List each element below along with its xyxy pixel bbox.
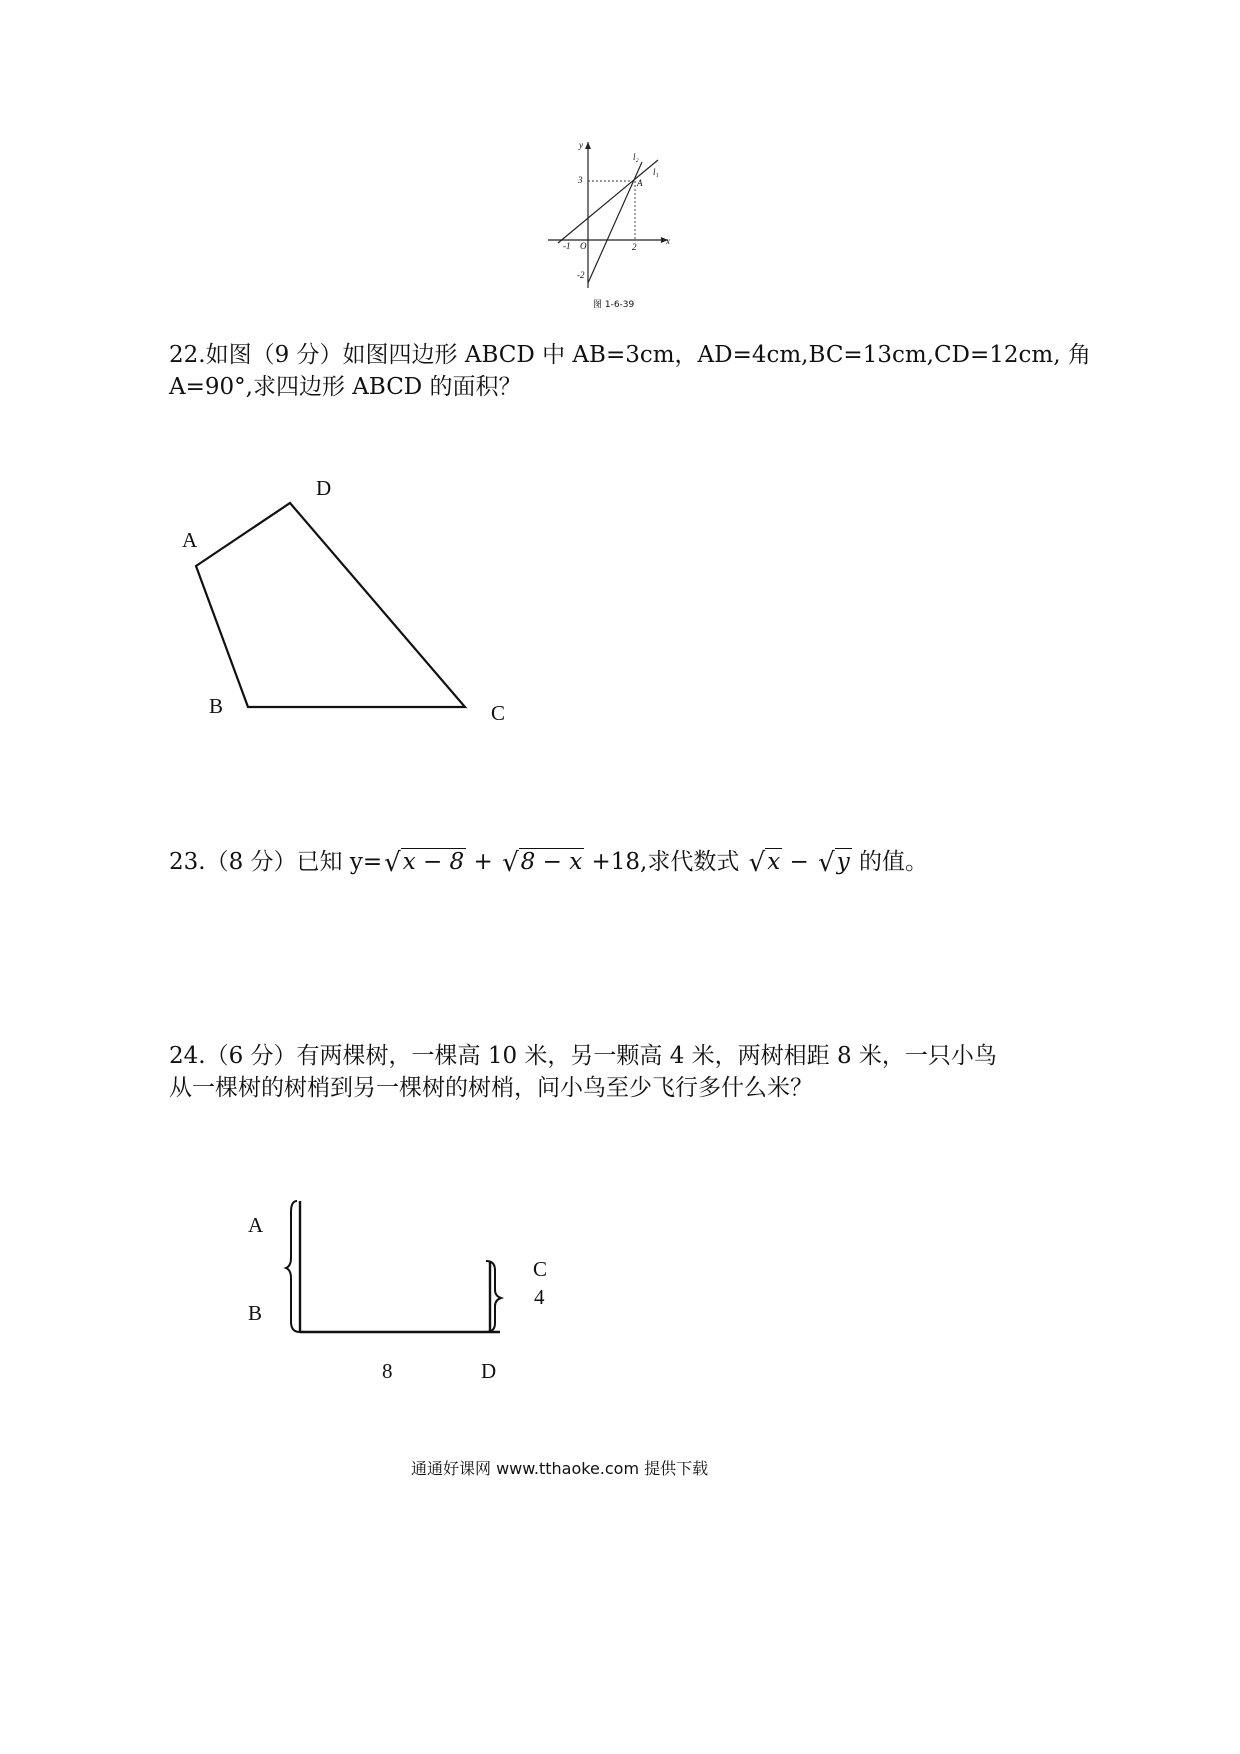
plus-sign: + bbox=[466, 849, 501, 875]
line-l1-label: l₁ bbox=[653, 167, 659, 177]
tall-tree-brace bbox=[286, 1201, 300, 1332]
tree-d-label: D bbox=[481, 1359, 497, 1383]
short-tree-brace bbox=[486, 1261, 501, 1332]
line-l2-label: l₂ bbox=[633, 152, 639, 162]
vertex-c-label: C bbox=[491, 701, 506, 725]
x-tick-2: 2 bbox=[632, 242, 637, 252]
radicand-3: x bbox=[767, 849, 781, 875]
radicand-2: 8 − x bbox=[520, 849, 583, 875]
tree-b-label: B bbox=[248, 1301, 263, 1325]
vertex-d-label: D bbox=[316, 476, 332, 500]
y-tick-neg2: -2 bbox=[577, 270, 585, 280]
question-24-line1: 24.（6 分）有两棵树，一棵高 10 米，另一颗高 4 米，两树相距 8 米，一只小鸟 bbox=[169, 1043, 997, 1069]
radical-2: √8 − x bbox=[502, 848, 583, 878]
point-a-label: A bbox=[637, 178, 643, 188]
question-24-line2: 从一棵树的树梢到另一棵树的树梢，问小鸟至少飞行多什么米？ bbox=[169, 1075, 813, 1101]
radical-4: √y bbox=[818, 848, 850, 878]
y-axis-label: y bbox=[579, 140, 583, 150]
question-23-suffix: 的值。 bbox=[851, 849, 929, 875]
radicand-4: y bbox=[836, 849, 850, 875]
tree-a-label: A bbox=[248, 1213, 264, 1237]
distance-8-label: 8 bbox=[382, 1359, 393, 1383]
x-tick-neg1: -1 bbox=[563, 241, 571, 251]
footer-text: 通通好课网 www.tthaoke.com 提供下载 bbox=[411, 1459, 709, 1478]
y-tick-3: 3 bbox=[578, 175, 583, 185]
question-22-line1: 22.如图（9 分）如图四边形 ABCD 中 AB=3cm，AD=4cm,BC=13cm,CD=12cm, 角 bbox=[169, 342, 1091, 368]
question-23-middle: +18,求代数式 bbox=[584, 849, 747, 875]
radical-1: √x − 8 bbox=[384, 848, 465, 878]
vertex-b-label: B bbox=[209, 694, 224, 718]
question-22-line2: A=90°,求四边形 ABCD 的面积？ bbox=[169, 374, 522, 400]
radical-3: √x bbox=[748, 848, 781, 878]
vertex-a-label: A bbox=[182, 528, 198, 552]
radicand-1: x − 8 bbox=[402, 849, 465, 875]
figure-caption: 图 1-6-39 bbox=[593, 300, 635, 310]
tree-c-label: C bbox=[533, 1257, 548, 1281]
height-4-label: 4 bbox=[534, 1285, 545, 1309]
origin-label: O bbox=[580, 241, 587, 251]
minus-sign: − bbox=[782, 849, 817, 875]
question-23-prefix: 23.（8 分）已知 y= bbox=[169, 849, 383, 875]
x-axis-label: x bbox=[666, 236, 670, 246]
